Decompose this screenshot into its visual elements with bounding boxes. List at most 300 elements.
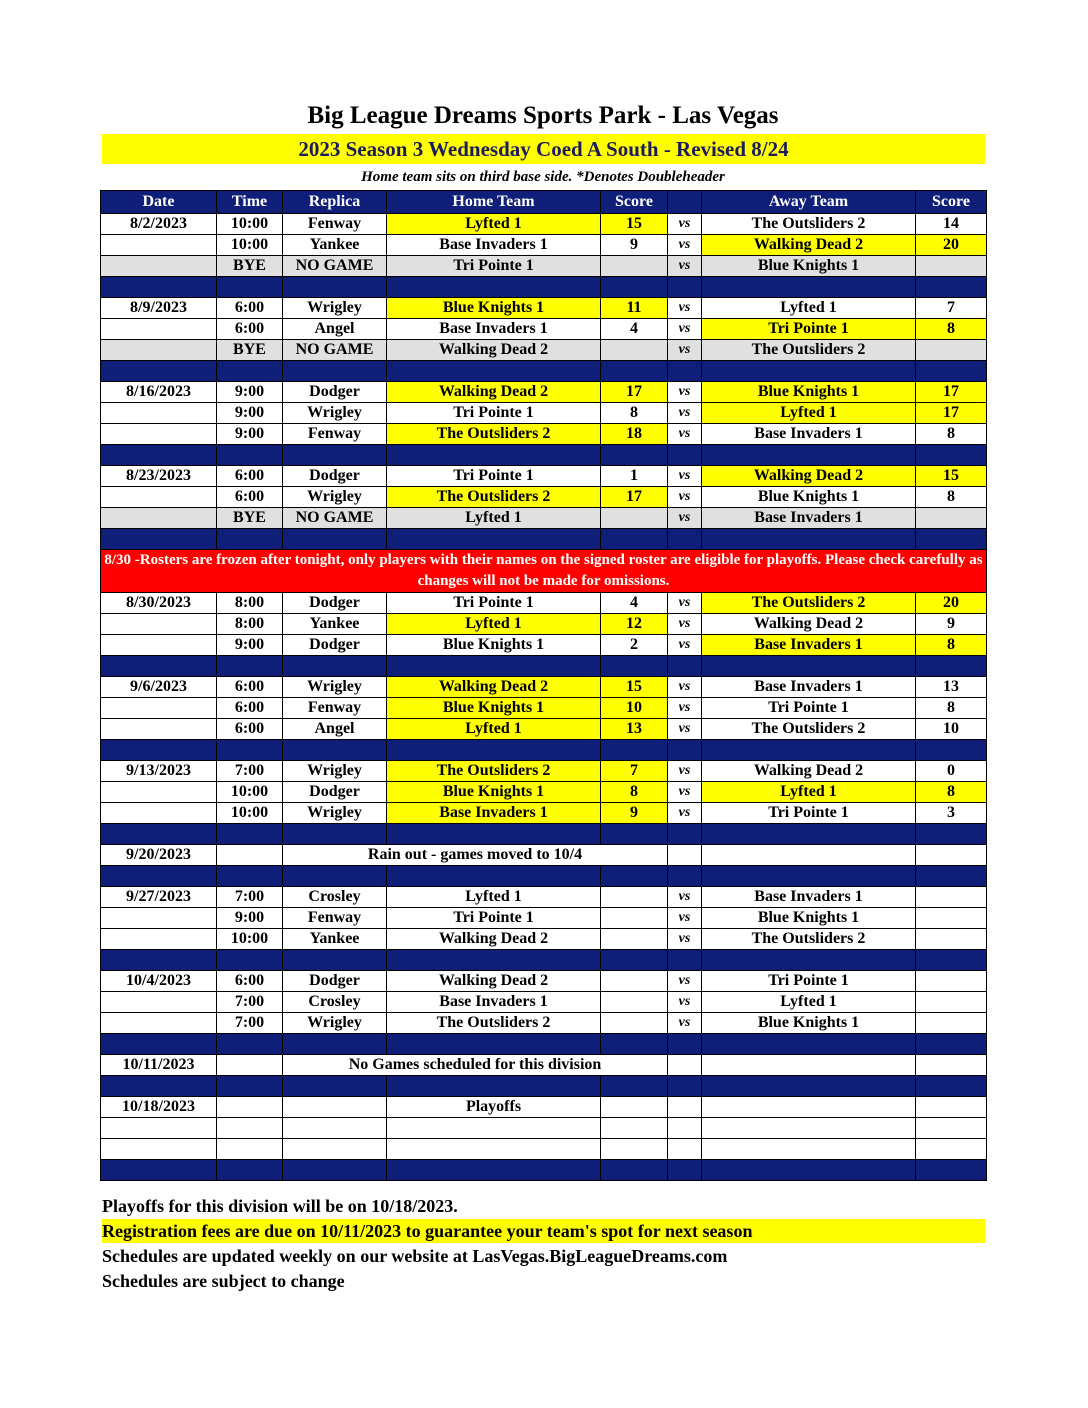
field-cell: Wrigley [283,487,387,508]
message-cell: No Games scheduled for this division [283,1055,668,1076]
away-cell [702,845,916,866]
time-cell: 7:00 [217,761,283,782]
separator-cell [601,824,668,845]
away-team-cell: Base Invaders 1 [702,635,916,656]
separator-cell [702,950,916,971]
away-team-cell: Blue Knights 1 [702,908,916,929]
date-cell [101,929,217,950]
separator-cell [217,950,283,971]
vs-cell: vs [668,382,702,403]
separator-cell [387,529,601,550]
separator-cell [601,740,668,761]
date-cell: 9/27/2023 [101,887,217,908]
home-team-cell: Walking Dead 2 [387,382,601,403]
away-team-cell: Lyfted 1 [702,992,916,1013]
message-cell: Playoffs [387,1097,601,1118]
date-cell: 10/11/2023 [101,1055,217,1076]
bye-row [101,508,987,529]
blank-cell [916,1118,987,1139]
separator-row [101,1160,987,1181]
col-time: Time [217,191,283,214]
separator-cell [283,445,387,466]
separator-cell [283,1076,387,1097]
vs-cell: vs [668,235,702,256]
home-score-cell [601,256,668,277]
separator-cell [387,445,601,466]
vs-cell [668,1097,702,1118]
date-cell [101,235,217,256]
date-cell [101,614,217,635]
blank-cell [101,1118,217,1139]
separator-cell [601,866,668,887]
time-cell: 10:00 [217,803,283,824]
time-cell: 9:00 [217,382,283,403]
away-team-cell: Walking Dead 2 [702,761,916,782]
away-score-cell [916,1013,987,1034]
away-score-cell [916,908,987,929]
home-team-cell: Tri Pointe 1 [387,256,601,277]
separator-cell [387,1034,601,1055]
field-cell: Yankee [283,929,387,950]
separator-cell [668,656,702,677]
separator-cell [702,277,916,298]
vs-cell: vs [668,782,702,803]
away-score-cell: 15 [916,466,987,487]
time-cell: 9:00 [217,635,283,656]
away-score-cell: 17 [916,382,987,403]
col-away-team: Away Team [702,191,916,214]
separator-cell [101,529,217,550]
separator-cell [668,361,702,382]
message-row [101,1055,987,1076]
date-cell [101,698,217,719]
separator-cell [702,361,916,382]
away-score-cell: 8 [916,698,987,719]
home-score-cell [601,1097,668,1118]
separator-cell [601,656,668,677]
blank-cell [283,1139,387,1160]
game-row [101,698,987,719]
field-cell: Fenway [283,424,387,445]
away-team-cell: Tri Pointe 1 [702,319,916,340]
col-home-score: Score [601,191,668,214]
home-team-cell: Tri Pointe 1 [387,908,601,929]
field-cell: Fenway [283,214,387,235]
separator-cell [217,1076,283,1097]
home-score-cell: 18 [601,424,668,445]
field-cell: NO GAME [283,256,387,277]
field-cell: Yankee [283,235,387,256]
away-team-cell: The Outsliders 2 [702,929,916,950]
time-cell: 8:00 [217,614,283,635]
footer-line: Registration fees are due on 10/11/2023 to guarantee your team's spot for next season [102,1219,985,1243]
separator-cell [387,361,601,382]
home-team-cell: Tri Pointe 1 [387,593,601,614]
vs-cell: vs [668,298,702,319]
away-score-cell: 7 [916,298,987,319]
vs-cell: vs [668,887,702,908]
vs-cell: vs [668,971,702,992]
away-team-cell: The Outsliders 2 [702,340,916,361]
away-team-cell: Base Invaders 1 [702,887,916,908]
separator-cell [916,1160,987,1181]
time-cell: 9:00 [217,908,283,929]
date-cell: 8/16/2023 [101,382,217,403]
away-team-cell: Tri Pointe 1 [702,803,916,824]
separator-cell [283,866,387,887]
separator-cell [916,361,987,382]
date-cell [101,319,217,340]
away-score-cell: 20 [916,593,987,614]
away-cell [702,1055,916,1076]
header-row [101,191,987,214]
away-score-cell: 8 [916,487,987,508]
blank-cell [387,1139,601,1160]
time-cell: 9:00 [217,403,283,424]
blank-cell [668,1118,702,1139]
home-score-cell: 9 [601,803,668,824]
separator-row [101,1034,987,1055]
separator-cell [101,740,217,761]
separator-cell [601,950,668,971]
away-team-cell: Walking Dead 2 [702,466,916,487]
home-score-cell: 13 [601,719,668,740]
vs-cell: vs [668,593,702,614]
message-row [101,1097,987,1118]
time-cell [217,1055,283,1076]
time-cell: 8:00 [217,593,283,614]
away-score-cell: 8 [916,319,987,340]
col-away-score: Score [916,191,987,214]
game-row [101,677,987,698]
separator-cell [668,950,702,971]
away-team-cell: Blue Knights 1 [702,382,916,403]
game-row [101,235,987,256]
away-score-cell: 13 [916,677,987,698]
separator-cell [916,740,987,761]
separator-cell [387,866,601,887]
vs-cell: vs [668,803,702,824]
date-cell: 8/30/2023 [101,593,217,614]
vs-cell: vs [668,908,702,929]
home-team-cell: The Outsliders 2 [387,761,601,782]
roster-notice-row [101,550,987,593]
vs-cell: vs [668,487,702,508]
game-row [101,487,987,508]
separator-cell [668,1076,702,1097]
home-team-cell: Blue Knights 1 [387,782,601,803]
time-cell: 7:00 [217,992,283,1013]
separator-cell [217,866,283,887]
time-cell: 10:00 [217,235,283,256]
separator-cell [387,277,601,298]
home-team-cell: Blue Knights 1 [387,635,601,656]
separator-cell [101,866,217,887]
home-score-cell: 8 [601,782,668,803]
away-score-cell [916,256,987,277]
field-cell: Fenway [283,908,387,929]
separator-cell [101,277,217,298]
blank-cell [217,1118,283,1139]
separator-cell [668,445,702,466]
field-cell: Crosley [283,992,387,1013]
home-score-cell [601,908,668,929]
time-cell: 6:00 [217,677,283,698]
separator-row [101,277,987,298]
vs-cell: vs [668,319,702,340]
home-team-cell: Lyfted 1 [387,214,601,235]
away-score-cell [916,845,987,866]
game-row [101,635,987,656]
game-row [101,614,987,635]
separator-cell [217,740,283,761]
vs-cell: vs [668,698,702,719]
home-score-cell [601,508,668,529]
away-team-cell: Tri Pointe 1 [702,971,916,992]
home-team-cell: Base Invaders 1 [387,803,601,824]
date-cell [101,340,217,361]
field-cell [283,1097,387,1118]
home-score-cell: 4 [601,593,668,614]
date-cell [101,803,217,824]
away-team-cell: Lyfted 1 [702,403,916,424]
home-score-cell [601,992,668,1013]
separator-cell [702,1076,916,1097]
date-cell [101,992,217,1013]
time-cell: BYE [217,340,283,361]
field-cell: Wrigley [283,803,387,824]
away-team-cell: The Outsliders 2 [702,593,916,614]
blank-cell [601,1139,668,1160]
separator-cell [916,1076,987,1097]
away-team-cell: Blue Knights 1 [702,1013,916,1034]
vs-cell: vs [668,992,702,1013]
separator-cell [916,824,987,845]
home-team-cell: Tri Pointe 1 [387,403,601,424]
away-score-cell [916,929,987,950]
separator-row [101,445,987,466]
separator-cell [101,656,217,677]
date-cell [101,719,217,740]
away-team-cell: Walking Dead 2 [702,235,916,256]
date-cell [101,782,217,803]
separator-cell [916,445,987,466]
field-cell: Yankee [283,614,387,635]
message-cell: Rain out - games moved to 10/4 [283,845,668,866]
away-team-cell: Base Invaders 1 [702,677,916,698]
vs-cell: vs [668,256,702,277]
date-cell [101,908,217,929]
game-row [101,929,987,950]
date-cell: 9/6/2023 [101,677,217,698]
away-team-cell: Tri Pointe 1 [702,698,916,719]
vs-cell: vs [668,614,702,635]
home-score-cell [601,887,668,908]
separator-cell [283,950,387,971]
game-row [101,593,987,614]
schedule-table [100,190,987,1181]
separator-cell [217,529,283,550]
game-row [101,971,987,992]
vs-cell [668,845,702,866]
away-score-cell: 10 [916,719,987,740]
separator-cell [601,361,668,382]
away-score-cell: 9 [916,614,987,635]
time-cell: 6:00 [217,487,283,508]
field-cell: Dodger [283,466,387,487]
separator-cell [601,277,668,298]
game-row [101,887,987,908]
separator-row [101,950,987,971]
season-subtitle: 2023 Season 3 Wednesday Coed A South - Revised 8/24 [102,134,985,164]
separator-cell [702,1034,916,1055]
col-replica: Replica [283,191,387,214]
vs-cell: vs [668,508,702,529]
field-cell: NO GAME [283,340,387,361]
time-cell [217,845,283,866]
field-cell: Wrigley [283,677,387,698]
separator-row [101,529,987,550]
separator-cell [217,1160,283,1181]
field-cell: Dodger [283,782,387,803]
separator-cell [283,656,387,677]
separator-cell [916,529,987,550]
away-team-cell: Blue Knights 1 [702,487,916,508]
roster-notice: 8/30 -Rosters are frozen after tonight, only players with their names on the signed roster are eligible for playoffs. Please check carefully as changes will not be made for omissions. [101,550,987,593]
separator-cell [702,445,916,466]
home-team-cell: Lyfted 1 [387,719,601,740]
separator-cell [101,445,217,466]
vs-cell: vs [668,719,702,740]
separator-cell [387,1160,601,1181]
separator-cell [702,824,916,845]
time-cell: 6:00 [217,971,283,992]
separator-cell [702,1160,916,1181]
vs-cell: vs [668,929,702,950]
separator-cell [601,1034,668,1055]
separator-row [101,1076,987,1097]
time-cell: 9:00 [217,424,283,445]
home-score-cell: 12 [601,614,668,635]
blank-row [101,1118,987,1139]
home-team-cell: The Outsliders 2 [387,424,601,445]
separator-cell [283,361,387,382]
field-cell: Wrigley [283,403,387,424]
time-cell: 6:00 [217,719,283,740]
away-score-cell: 8 [916,782,987,803]
game-row [101,466,987,487]
home-score-cell: 17 [601,382,668,403]
home-score-cell: 15 [601,677,668,698]
home-score-cell: 11 [601,298,668,319]
field-cell: Dodger [283,971,387,992]
date-cell: 10/4/2023 [101,971,217,992]
away-score-cell: 17 [916,403,987,424]
separator-cell [668,277,702,298]
time-cell: BYE [217,256,283,277]
col-date: Date [101,191,217,214]
separator-cell [668,824,702,845]
separator-cell [702,866,916,887]
game-row [101,382,987,403]
bye-row [101,340,987,361]
vs-cell: vs [668,761,702,782]
separator-cell [916,950,987,971]
schedule-note: Home team sits on third base side. *Denotes Doubleheader [361,169,725,185]
away-team-cell: Lyfted 1 [702,298,916,319]
separator-cell [702,740,916,761]
home-team-cell: Blue Knights 1 [387,298,601,319]
message-row [101,845,987,866]
vs-cell: vs [668,340,702,361]
date-cell [101,403,217,424]
game-row [101,1013,987,1034]
away-score-cell [916,1055,987,1076]
home-team-cell: Lyfted 1 [387,614,601,635]
away-score-cell [916,971,987,992]
separator-cell [387,740,601,761]
separator-cell [217,445,283,466]
home-score-cell: 17 [601,487,668,508]
field-cell: Fenway [283,698,387,719]
blank-cell [702,1139,916,1160]
home-team-cell: The Outsliders 2 [387,1013,601,1034]
vs-cell: vs [668,1013,702,1034]
date-cell [101,1013,217,1034]
away-team-cell: Walking Dead 2 [702,614,916,635]
blank-cell [217,1139,283,1160]
time-cell: 6:00 [217,298,283,319]
game-row [101,298,987,319]
away-team-cell: Base Invaders 1 [702,424,916,445]
separator-cell [101,824,217,845]
vs-cell: vs [668,403,702,424]
game-row [101,319,987,340]
time-cell: 10:00 [217,214,283,235]
separator-cell [217,1034,283,1055]
away-score-cell [916,1097,987,1118]
separator-cell [387,1076,601,1097]
separator-cell [668,529,702,550]
home-team-cell: The Outsliders 2 [387,487,601,508]
home-score-cell: 4 [601,319,668,340]
away-score-cell: 8 [916,424,987,445]
date-cell [101,487,217,508]
home-score-cell: 7 [601,761,668,782]
date-cell: 9/20/2023 [101,845,217,866]
separator-cell [283,1160,387,1181]
col-home-team: Home Team [387,191,601,214]
field-cell: Wrigley [283,761,387,782]
date-cell [101,635,217,656]
separator-cell [916,277,987,298]
date-cell: 9/13/2023 [101,761,217,782]
time-cell [217,1097,283,1118]
separator-cell [283,529,387,550]
field-cell: Wrigley [283,1013,387,1034]
footer-line: Schedules are updated weekly on our website at LasVegas.BigLeagueDreams.com [102,1246,728,1266]
time-cell: 6:00 [217,319,283,340]
vs-cell: vs [668,635,702,656]
away-score-cell [916,887,987,908]
time-cell: 6:00 [217,698,283,719]
home-team-cell: Blue Knights 1 [387,698,601,719]
away-score-cell [916,992,987,1013]
home-score-cell [601,929,668,950]
separator-cell [101,1034,217,1055]
away-team-cell: Base Invaders 1 [702,508,916,529]
separator-row [101,866,987,887]
